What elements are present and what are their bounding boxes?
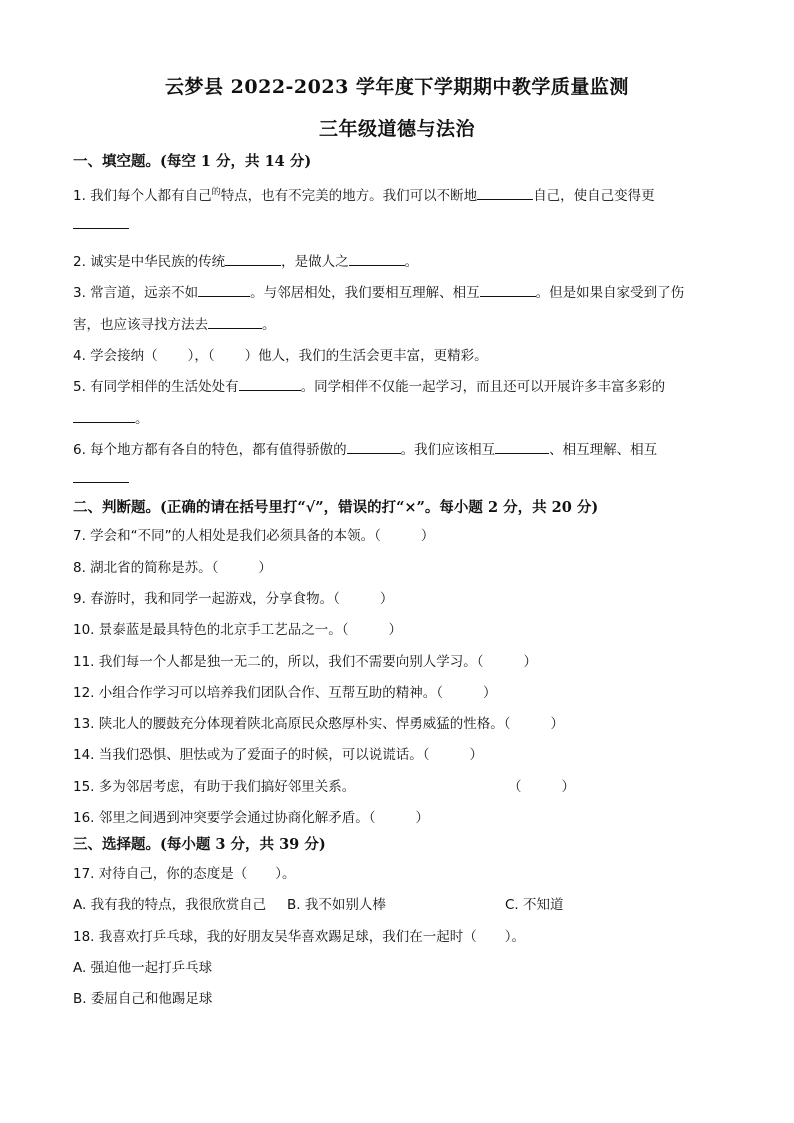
q1-text-b: 特点，也有不完美的地方。我们可以不断地 [220,188,478,204]
exam-subtitle: 三年级道德与法治 [318,118,475,140]
question-9 [73,587,393,607]
q8-text: 8. 湖北省的简称是苏。（ [73,560,219,576]
question-6-line-2 [73,470,129,487]
answer-blank[interactable] [208,316,262,329]
question-3-line-2 [73,313,276,333]
q3-text-c: 。但是如果自家受到了伤 [535,285,685,301]
exam-title: 云梦县 2022-2023 学年度下学期期中教学质量监测 [165,76,629,98]
q11-text: 11. 我们每一个人都是独一无二的，所以，我们不需要向别人学习。（ [73,654,484,670]
q1-sup: 的 [211,187,221,198]
q5-text-b: 。同学相伴不仅能一起学习，而且还可以开展许多丰富多彩的 [300,379,666,395]
close-paren: ） [420,528,435,544]
section-fill-blank-heading: 一、填空题。(每空 1 分，共 14 分) [73,153,312,170]
question-16 [73,806,429,826]
question-17-option-b[interactable]: B. 我不如别人棒 [287,897,386,913]
q13-text: 13. 陕北人的腰鼓充分体现着陕北高原民众憨厚朴实、悍勇威猛的性格。（ [73,716,511,732]
q12-text: 12. 小组合作学习可以培养我们团队合作、互帮互助的精神。（ [73,685,444,701]
question-12 [73,681,497,701]
question-1-line-1 [73,184,655,204]
close-paren: ） [258,560,272,576]
q4-text-b: ），（ [187,348,215,364]
section-choice-heading: 三、选择题。(每小题 3 分，共 39 分) [73,836,326,853]
answer-blank[interactable] [495,441,549,454]
q10-text: 10. 景泰蓝是最具特色的北京手工艺品之一。（ [73,622,349,638]
question-18-option-a[interactable]: A. 强迫他一起打乒乓球 [73,960,213,976]
q2-text-a: 2. 诚实是中华民族的传统 [73,254,226,270]
question-4 [73,344,488,364]
q4-text-a: 4. 学会接纳（ [73,348,158,364]
q18-text: 18. 我喜欢打乒乓球，我的好朋友吴华喜欢踢足球，我们在一起时（ [73,929,477,945]
q3-text-e: 。 [262,317,276,333]
q6-text-c: 、相互理解、相互 [549,442,658,458]
question-18-option-b[interactable]: B. 委屈自己和他踢足球 [73,991,213,1007]
q2-text-b: ，是做人之 [281,254,349,270]
question-6-line-1 [73,438,657,458]
q3-text-d: 害，也应该寻找方法去 [73,317,208,333]
close-paren: ） [469,747,484,763]
close-paren: ） [550,716,565,732]
answer-blank[interactable] [73,410,135,423]
question-5-line-2 [73,407,149,427]
question-17-option-a[interactable]: A. 我有我的特点，我很欣赏自己 [73,897,267,913]
answer-blank[interactable] [239,378,301,391]
q17-text: 17. 对待自己，你的态度是（ [73,866,248,882]
question-17-option-c[interactable]: C. 不知道 [505,897,564,913]
section-judgment-heading: 二、判断题。(正确的请在括号里打“√”，错误的打“×”。每小题 2 分，共 20 分) [73,499,599,516]
close-paren: ） [388,622,403,638]
q2-text-c: 。 [404,254,419,270]
answer-blank[interactable] [225,253,281,266]
q3-text-b: 。与邻居相处，我们要相互理解、相互 [250,285,480,301]
q9-text: 9. 春游时，我和同学一起游戏，分享食物。（ [73,591,340,607]
q1-text-a: 1. 我们每个人都有自己 [73,188,212,204]
q5-text-c: 。 [135,411,149,427]
q5-text-a: 5. 有同学相伴的生活处处有 [73,379,239,395]
question-13 [73,712,564,732]
answer-blank[interactable] [480,284,536,297]
question-11 [73,650,537,670]
q18-end: ）。 [504,929,526,945]
close-paren: ） [483,685,497,701]
open-paren: （ [508,779,522,795]
question-8 [73,556,272,576]
close-paren: ） [523,654,538,670]
q15-text: 15. 多为邻居考虑，有助于我们搞好邻里关系。 [73,779,356,795]
question-15-paren [508,775,575,795]
close-paren: ） [415,810,430,826]
q3-text-a: 3. 常言道，远亲不如 [73,285,199,301]
answer-blank[interactable] [73,216,129,229]
close-paren: ） [379,591,394,607]
q14-text: 14. 当我们恐惧、胆怯或为了爱面子的时候，可以说谎话。（ [73,747,430,763]
q4-text-c: ）他人，我们的生活会更丰富，更精彩。 [244,348,488,364]
q17-end: ）。 [275,866,296,882]
q7-text: 7. 学会和“不同”的人相处是我们必须具备的本领。（ [73,528,381,544]
q16-text: 16. 邻里之间遇到冲突要学会通过协商化解矛盾。（ [73,810,376,826]
question-2 [73,250,418,270]
question-18 [73,925,525,945]
question-5-line-1 [73,375,665,395]
question-10 [73,618,402,638]
question-14 [73,743,483,763]
question-15 [73,775,355,795]
answer-blank[interactable] [198,284,250,297]
question-7 [73,524,434,544]
question-17 [73,862,296,882]
close-paren: ） [561,779,575,795]
answer-blank[interactable] [349,253,405,266]
q6-text-b: 。我们应该相互 [400,442,496,458]
question-1-line-2 [73,216,129,233]
question-3-line-1 [73,281,684,301]
answer-blank[interactable] [347,441,401,454]
answer-blank[interactable] [477,187,533,200]
q1-text-c: 自己，使自己变得更 [533,188,655,204]
answer-blank[interactable] [73,470,129,483]
q6-text-a: 6. 每个地方都有各自的特色，都有值得骄傲的 [73,442,347,458]
